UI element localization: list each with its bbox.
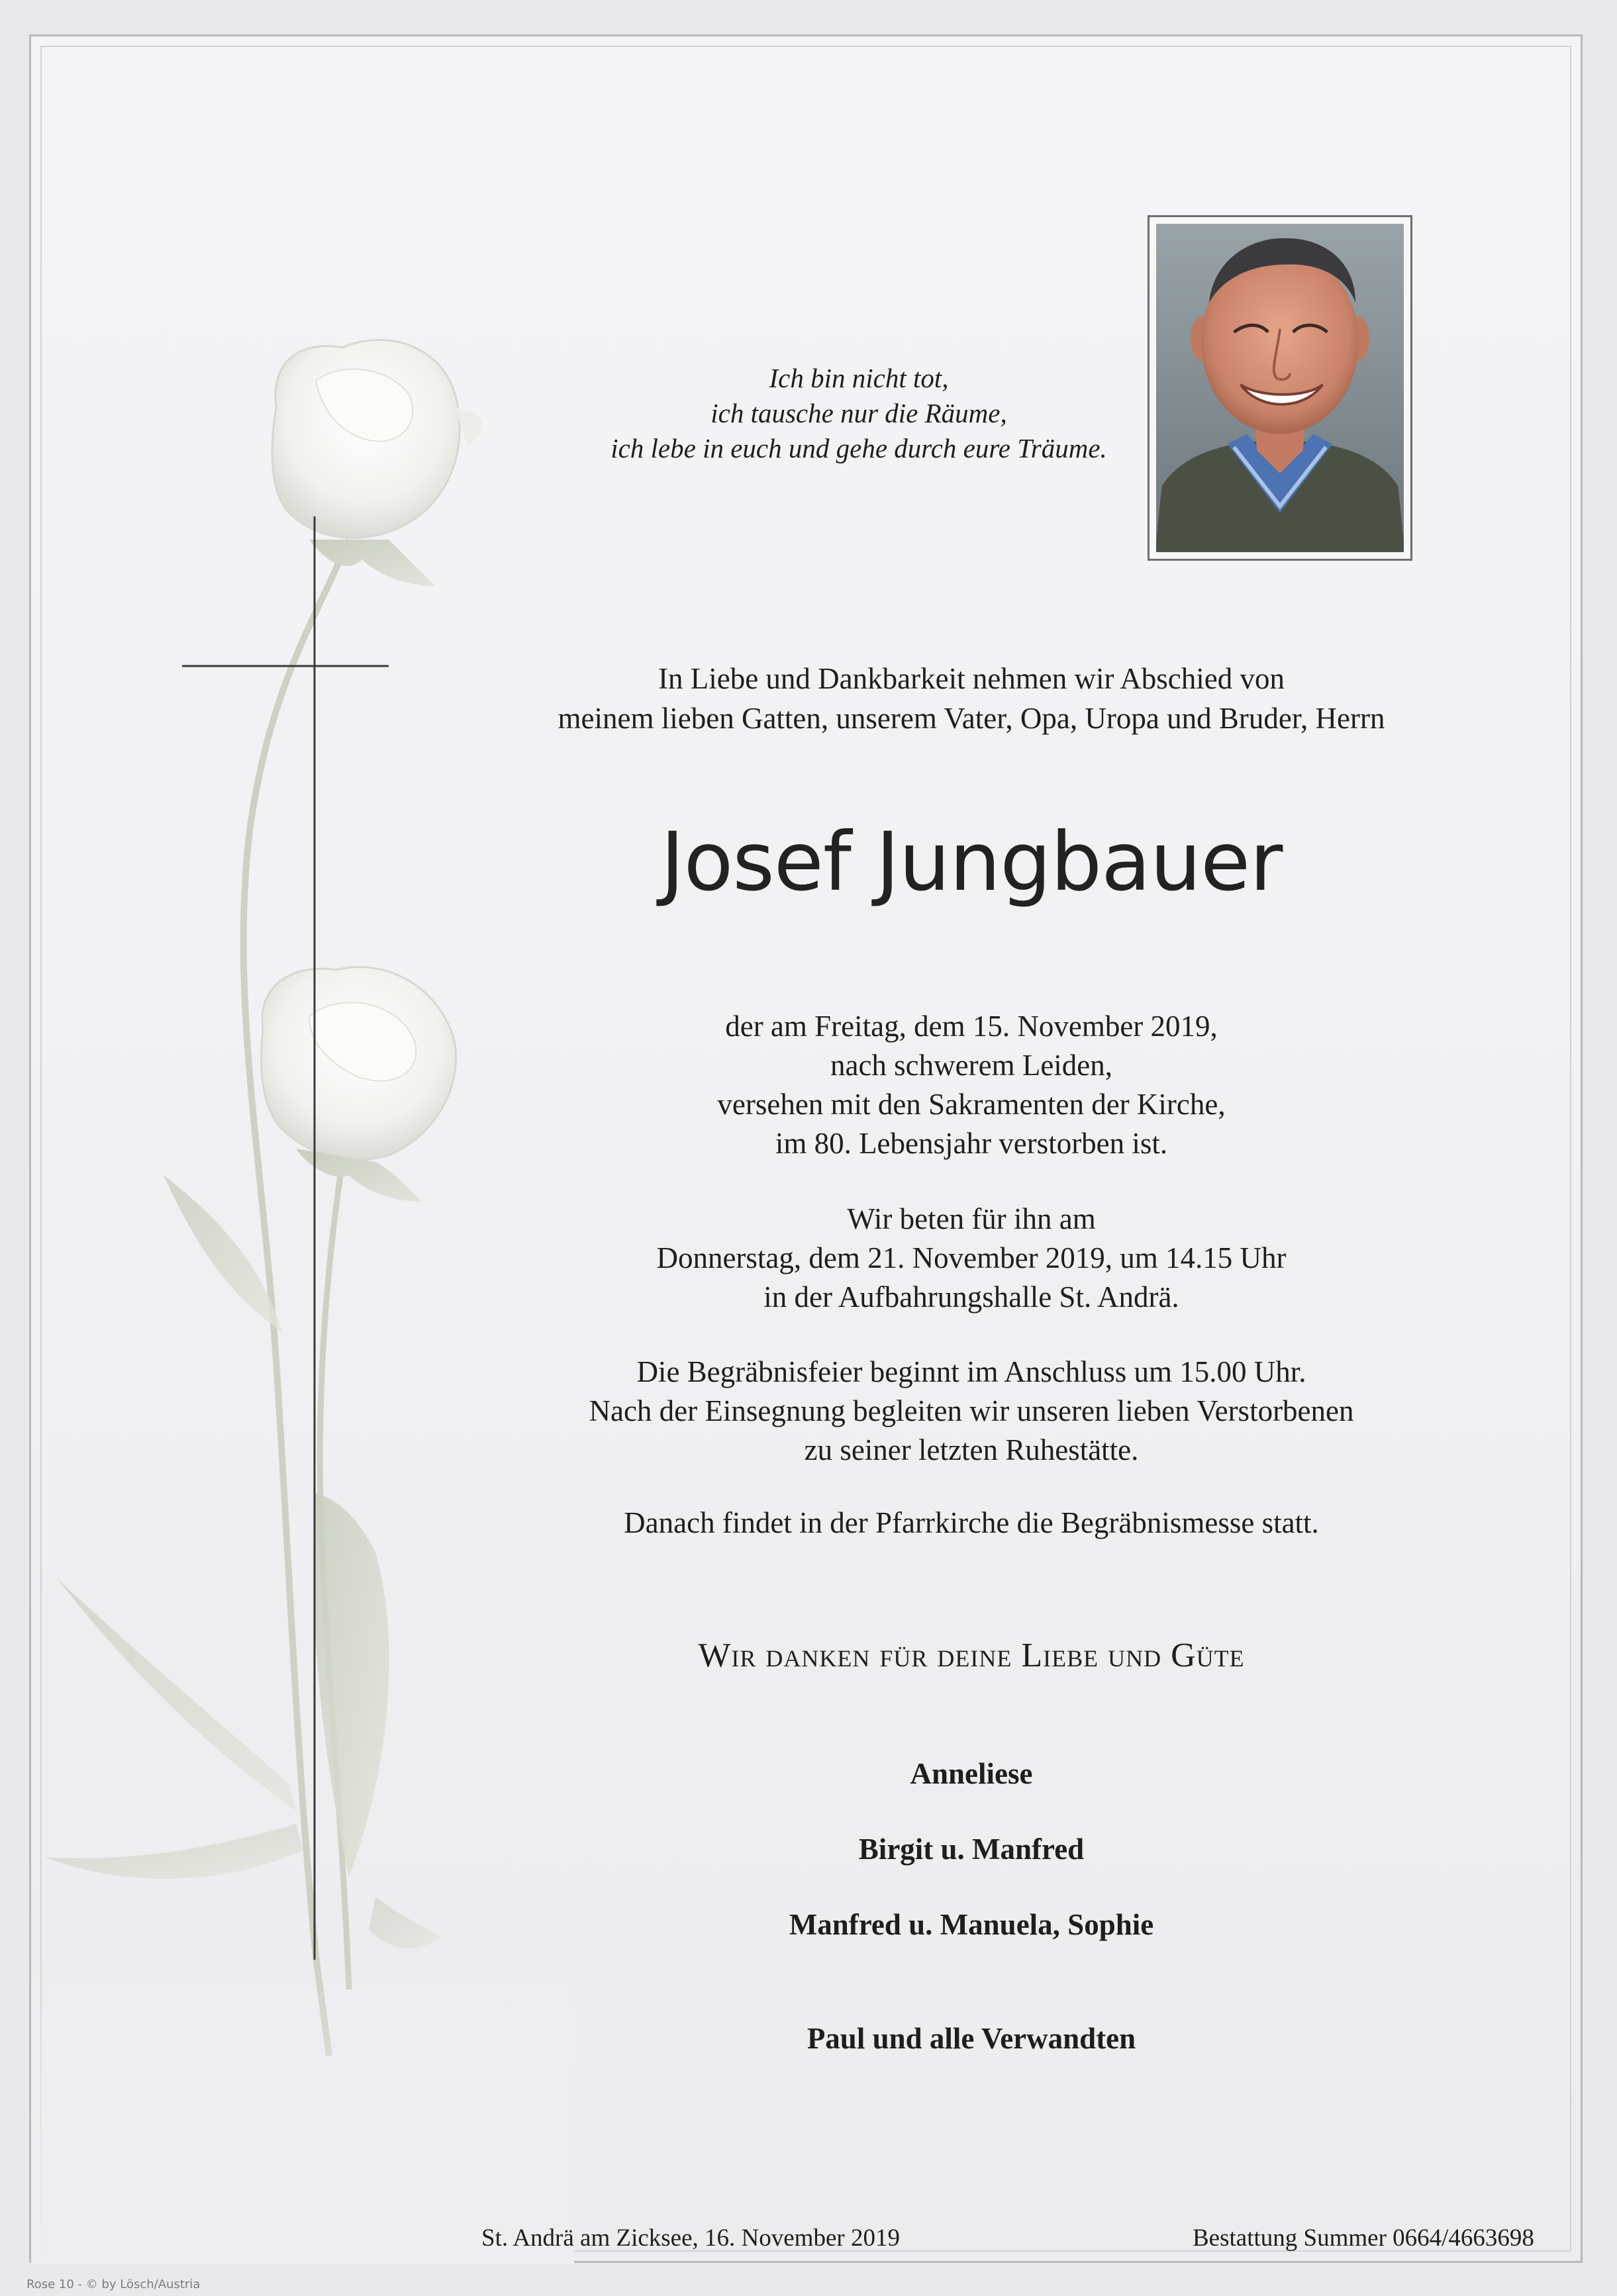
mass-info: Danach findet in der Pfarrkirche die Begräbnismesse statt. bbox=[624, 1506, 1319, 1539]
mourner-name: Manfred u. Manuela, Sophie bbox=[789, 1908, 1154, 1941]
prayer-line: Wir beten für ihn am bbox=[847, 1202, 1096, 1235]
prayer-info bbox=[462, 1200, 1481, 1317]
quote-line: ich tausche nur die Räume, bbox=[710, 398, 1007, 428]
notice-line: nach schwerem Leiden, bbox=[830, 1049, 1113, 1082]
prayer-line: Donnerstag, dem 21. November 2019, um 14.15 Uhr bbox=[656, 1241, 1287, 1274]
mourner-name: Birgit u. Manfred bbox=[858, 1833, 1085, 1866]
place-date: St. Andrä am Zicksee, 16. November 2019 bbox=[481, 2224, 900, 2252]
quote-line: Ich bin nicht tot, bbox=[769, 363, 949, 393]
memorial-quote bbox=[495, 361, 1223, 466]
intro-line: In Liebe und Dankbarkeit nehmen wir Abschied von bbox=[658, 662, 1285, 695]
obituary-sheet bbox=[29, 34, 1583, 2263]
design-credit: Rose 10 - © by Lösch/Austria bbox=[26, 2277, 201, 2291]
death-notice bbox=[462, 1007, 1481, 1163]
notice-line: im 80. Lebensjahr verstorben ist. bbox=[775, 1127, 1168, 1160]
farewell-intro bbox=[462, 659, 1481, 738]
funeral-line: zu seiner letzten Ruhestätte. bbox=[804, 1433, 1139, 1466]
undertaker-contact: Bestattung Summer 0664/4663698 bbox=[1193, 2224, 1534, 2252]
deceased-name: Josef Jungbauer bbox=[660, 815, 1283, 909]
cross-icon bbox=[182, 516, 394, 1973]
notice-line: versehen mit den Sakramenten der Kirche, bbox=[717, 1088, 1226, 1121]
notice-line: der am Freitag, dem 15. November 2019, bbox=[725, 1010, 1218, 1043]
quote-line: ich lebe in euch und gehe durch eure Träume. bbox=[611, 433, 1107, 463]
mourner-name: Anneliese bbox=[910, 1757, 1033, 1790]
funeral-line: Die Begräbnisfeier beginnt im Anschluss um 15.00 Uhr. bbox=[636, 1355, 1306, 1388]
funeral-info bbox=[462, 1353, 1481, 1470]
prayer-line: in der Aufbahrungshalle St. Andrä. bbox=[763, 1280, 1179, 1314]
intro-line: meinem lieben Gatten, unserem Vater, Opa, Uropa und Bruder, Herrn bbox=[558, 702, 1385, 735]
mourner-name: Paul und alle Verwandten bbox=[807, 2022, 1136, 2055]
funeral-line: Nach der Einsegnung begleiten wir unseren lieben Verstorbenen bbox=[589, 1394, 1354, 1427]
thanks-line: Wir danken für deine Liebe und Güte bbox=[698, 1637, 1245, 1674]
